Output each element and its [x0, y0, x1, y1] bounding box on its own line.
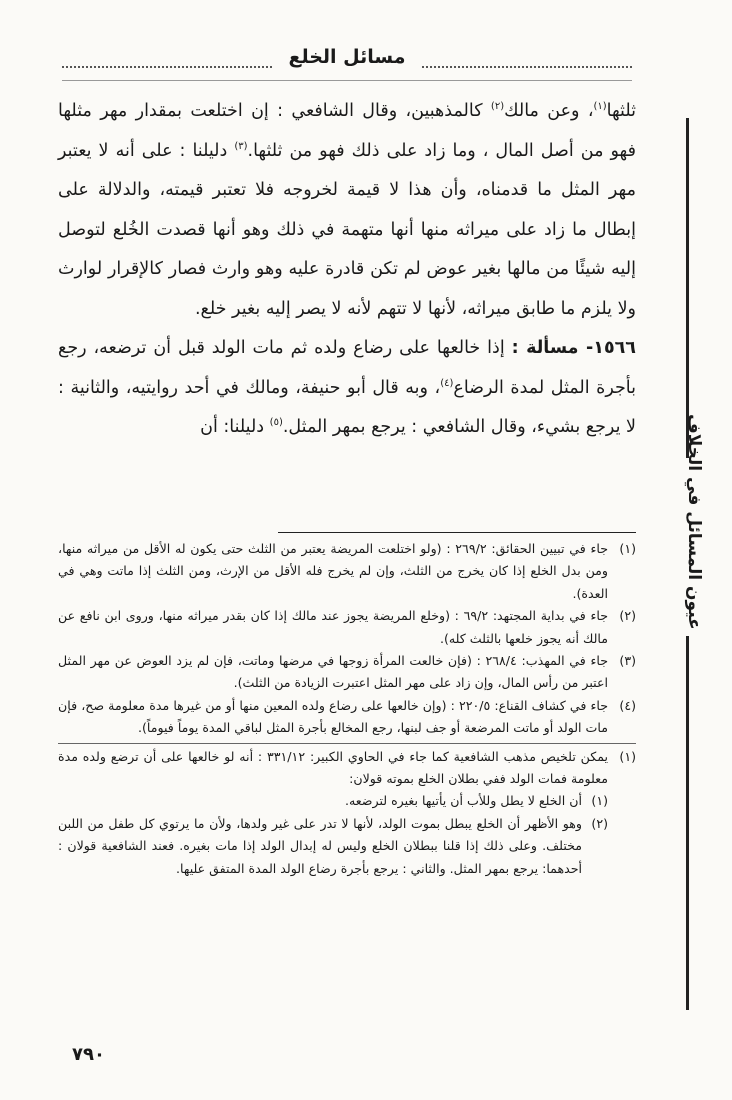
footnote: [58, 650, 636, 695]
text-run: ، وعن مالك: [504, 101, 594, 121]
footnote-subitem: [58, 813, 636, 880]
footnote-text: جاء في بداية المجتهد: ٦٩/٢ : (وخلع المريضة يجوز عند مالك إذا كان بقدر ميراثه منها، وروى ابن نافع عن مالك أنه يجوز خلعها بالثلث كله).: [58, 608, 608, 646]
text-run: ، وبه قال أبو حنيفة، ومالك في أحد روايتيه، والثانية : لا يرجع بشيء، وقال الشافعي : يرجع بمهر المثل.: [58, 377, 636, 437]
sidebar-rule-top: [686, 118, 689, 458]
text-run: دليلنا : على أنه لا يعتبر مهر المثل ما قدمناه، وأن هذا لا قيمة لخروجه فلا تعتبر قيمته، والدلالة على إبطال ما زاد على ميراثه منها أنها متهمة في ذلك وهو أنها قصدت الخُلع لتوصل إليه شيئًا من مالها بغير عوض لم تكن قادرة عليه وهو وارث فصار كالإقرار لوارث ولا يلزم ما طابق ميراثه، لأنها لا تتهم لأنه لا يصر إليه بغير خلع.: [58, 140, 636, 319]
footnote-number: (٢): [619, 608, 636, 624]
page-title: مسائل الخلع: [288, 46, 406, 68]
text-run: إذا خالعها على رضاع ولده ثم مات الولد قبل أن ترضعه، رجع بأجرة المثل لمدة الرضاع: [58, 338, 636, 398]
footnote-ref[interactable]: (٢): [490, 101, 505, 113]
sidebar-rule-bottom: [686, 636, 689, 1010]
footnote-number: (٤): [619, 697, 636, 713]
footnote-text: يمكن تلخيص مذهب الشافعية كما جاء في الحاوي الكبير: ٣٣١/١٢ : أنه لو خالعها على أن ترضع ولده مدة معلومة فمات الولد ففي بطلان الخلع بموته قولان:: [58, 748, 608, 787]
text-run: دليلنا: أن: [200, 417, 270, 437]
footnote-ref[interactable]: (٥): [269, 417, 283, 429]
page-number: ٧٩٠: [72, 1044, 105, 1065]
running-header: [62, 44, 632, 84]
footnote-ref[interactable]: (٣): [234, 140, 248, 152]
footnote: [58, 538, 636, 605]
main-text: [58, 92, 636, 448]
header-dotted-rule-right: [422, 66, 632, 68]
issue-label: ١٥٦٦- مسألة :: [511, 338, 636, 358]
paragraph-1: [58, 92, 636, 329]
subitem-text: وهو الأظهر أن الخلع يبطل بموت الولد، لأنها لا تدر على غير ولدها، ولأن ما يرتوي كل طفل من اللبن مختلف. وعلى ذلك إذا قلنا ببطلان الخلع وليس له إبدال الولد إذا مات بغيره. فعند الشافعية قولان : أحدهما: يرجع بمهر المثل. والثاني : يرجع بأجرة رضاع الولد المدة المتفق عليها.: [58, 815, 582, 876]
footnote-shafii: [58, 743, 636, 791]
footnote: [58, 605, 636, 650]
subitem-number: (٢): [591, 815, 608, 831]
footnote-number: (٣): [619, 653, 636, 669]
footnote: [58, 695, 636, 740]
footnote-subitem: [58, 790, 636, 812]
text-run: ثلثها: [606, 101, 636, 121]
footnote-number: (١): [619, 748, 636, 764]
footnote-text: جاء في تبيين الحقائق: ٢٦٩/٢ : (ولو اختلعت المريضة يعتبر من الثلث حتى يكون له الأقل من ميراثه منها، ومن بدل الخلع إذا كان يخرج من الثلث، وإن لم يخرج فله الأقل من الإرث، ومن الثلث إذا ماتت وهي في العدة).: [58, 541, 608, 601]
footnote-text: جاء في المهذب: ٢٦٨/٤ : (فإن خالعت المرأة زوجها في مرضها وماتت، فإن لم يزد العوض عن مهر المثل اعتبر من رأس المال، وإن زاد على مهر المثل اعتبرت الزيادة من الثلث).: [58, 653, 608, 691]
footnote-ref[interactable]: (١): [593, 101, 607, 113]
subitem-text: أن الخلع لا يطل وللأب أن يأتيها بغيره لترضعه.: [344, 793, 582, 809]
paragraph-2: [58, 329, 636, 448]
footnote-number: (١): [619, 541, 636, 556]
sidebar-book-title: عيون المسائل في الخلاف: [684, 414, 704, 630]
footnote-ref[interactable]: (٤): [440, 377, 454, 389]
footnotes: [58, 538, 636, 880]
footnote-separator: [278, 532, 636, 533]
text-run: كالمذهبين، وقال الشافعي : إن اختلعت بمقدار مهر مثلها فهو من أصل المال ، وما زاد على ذلك فهو من ثلثها.: [58, 101, 636, 161]
footnote-text: جاء في كشاف القناع: ٢٢٠/٥ : (وإن خالعها على رضاع ولده المعين منها أو من غيرها مدة معلومة صح، فإن مات الولد أو ماتت المرضعة أو جف لبنها، رجع المخالع بأجرة المثل لباقي المدة يوماً فيوماً).: [58, 697, 608, 736]
subitem-number: (١): [591, 793, 608, 809]
header-underline: [62, 80, 632, 81]
